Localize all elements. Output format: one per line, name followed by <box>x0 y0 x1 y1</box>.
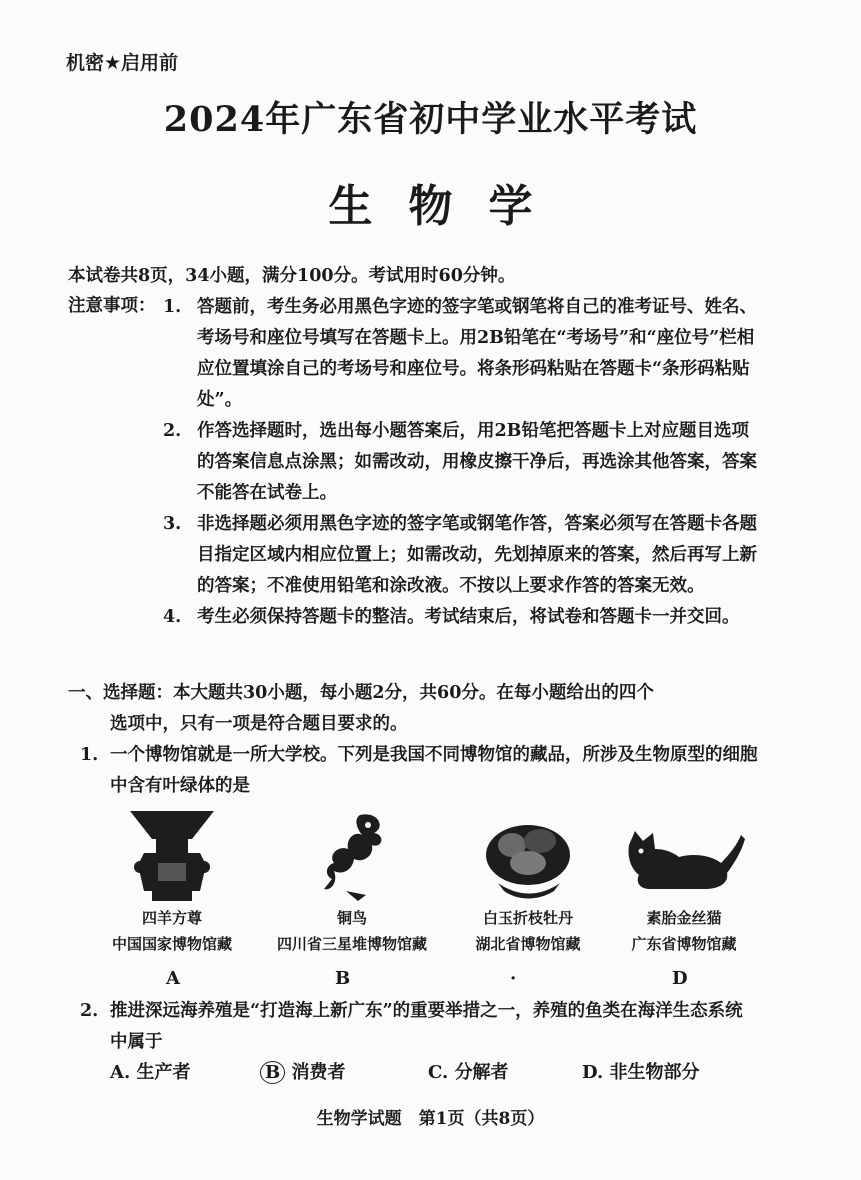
notice-item-number: 3. <box>163 514 182 534</box>
option-label: A. <box>110 1062 131 1083</box>
option-label-circled: B <box>260 1061 285 1084</box>
section-heading <box>68 678 768 740</box>
question-number: 2. <box>80 1001 99 1021</box>
artifact-letter-c: · <box>510 968 517 989</box>
question-1 <box>80 740 760 802</box>
artifact-d <box>584 805 784 957</box>
artifact-name: 白玉折枝牡丹 <box>482 909 573 927</box>
option-label: C. <box>428 1062 449 1083</box>
notice-item-text: 答题前，考生务必用黑色字迹的签字笔或钢笔将自己的准考证号、姓名、考场号和座位号填写在答题卡上。用2B铅笔在“考场号”和“座位号”栏相应位置填涂自己的考场号和座位号。将条形码粘贴在答题卡“条形码粘贴处”。 <box>197 297 757 410</box>
notice-item-4 <box>163 602 763 633</box>
option-text: 非生物部分 <box>609 1062 700 1083</box>
notice-item-3 <box>163 509 763 602</box>
question-2 <box>80 996 760 1058</box>
question-number: 1. <box>80 745 99 765</box>
artifact-museum: 中国国家博物馆藏 <box>111 935 232 953</box>
notice-label: 注意事项： <box>68 296 156 316</box>
bronze-bird-icon <box>302 805 402 905</box>
option-text: 消费者 <box>291 1062 346 1083</box>
artifact-museum: 广东省博物馆藏 <box>631 935 737 953</box>
artifact-letter-d: D <box>672 968 688 989</box>
section-line-2: 选项中，只有一项是符合题目要求的。 <box>110 714 408 734</box>
option-text: 生产者 <box>136 1062 191 1083</box>
artifact-name: 素胎金丝猫 <box>646 909 722 927</box>
artifact-museum: 四川省三星堆博物馆藏 <box>276 935 427 953</box>
artifact-b <box>252 805 452 957</box>
notice-item-number: 1. <box>163 297 182 317</box>
option-d[interactable] <box>582 1058 700 1084</box>
notice-item-text: 考生必须保持答题卡的整洁。考试结束后，将试卷和答题卡一并交回。 <box>197 607 740 627</box>
section-line-1: 一、选择题：本大题共30小题，每小题2分，共60分。在每小题给出的四个 <box>68 683 654 703</box>
bronze-zun-icon <box>122 805 222 905</box>
porcelain-cat-icon <box>619 805 749 905</box>
artifact-letter-a: A <box>166 968 180 989</box>
page-footer: 生物学试题 第1页（共8页） <box>316 1109 545 1129</box>
exam-intro: 本试卷共8页，34小题，满分100分。考试用时60分钟。 <box>68 266 516 286</box>
notice-item-2 <box>163 416 763 509</box>
question-text: 推进深远海养殖是“打造海上新广东”的重要举措之一，养殖的鱼类在海洋生态系统中属于 <box>110 1001 743 1052</box>
exam-title: 2024年广东省初中学业水平考试 <box>163 99 698 140</box>
subject-title: 生物学 <box>328 181 569 232</box>
notice-item-number: 4. <box>163 607 182 627</box>
artifact-letter-b: B <box>335 968 351 989</box>
option-text: 分解者 <box>454 1062 509 1083</box>
artifact-name: 铜鸟 <box>336 909 367 927</box>
option-b[interactable] <box>260 1058 346 1084</box>
artifact-a <box>72 805 272 957</box>
option-label: D. <box>582 1062 604 1083</box>
option-c[interactable] <box>428 1058 509 1084</box>
question-text: 一个博物馆就是一所大学校。下列是我国不同博物馆的藏品，所涉及生物原型的细胞中含有叶绿体的是 <box>110 745 758 796</box>
notice-item-1 <box>163 292 763 416</box>
notice-item-number: 2. <box>163 421 182 441</box>
artifact-name: 四羊方尊 <box>141 909 202 927</box>
notice-item-text: 非选择题必须用黑色字迹的签字笔或钢笔作答，答案必须写在答题卡各题目指定区域内相应位置上；如需改动，先划掉原来的答案，然后再写上新的答案；不准使用铅笔和涂改液。不按以上要求作答的答案无效。 <box>197 514 757 596</box>
jade-peony-icon <box>478 805 578 905</box>
option-a[interactable] <box>110 1058 191 1084</box>
confidential-label: 机密★启用前 <box>66 52 179 74</box>
notice-item-text: 作答选择题时，选出每小题答案后，用2B铅笔把答题卡上对应题目选项的答案信息点涂黑；如需改动，用橡皮擦干净后，再选涂其他答案，答案不能答在试卷上。 <box>197 421 757 503</box>
artifact-museum: 湖北省博物馆藏 <box>475 935 581 953</box>
